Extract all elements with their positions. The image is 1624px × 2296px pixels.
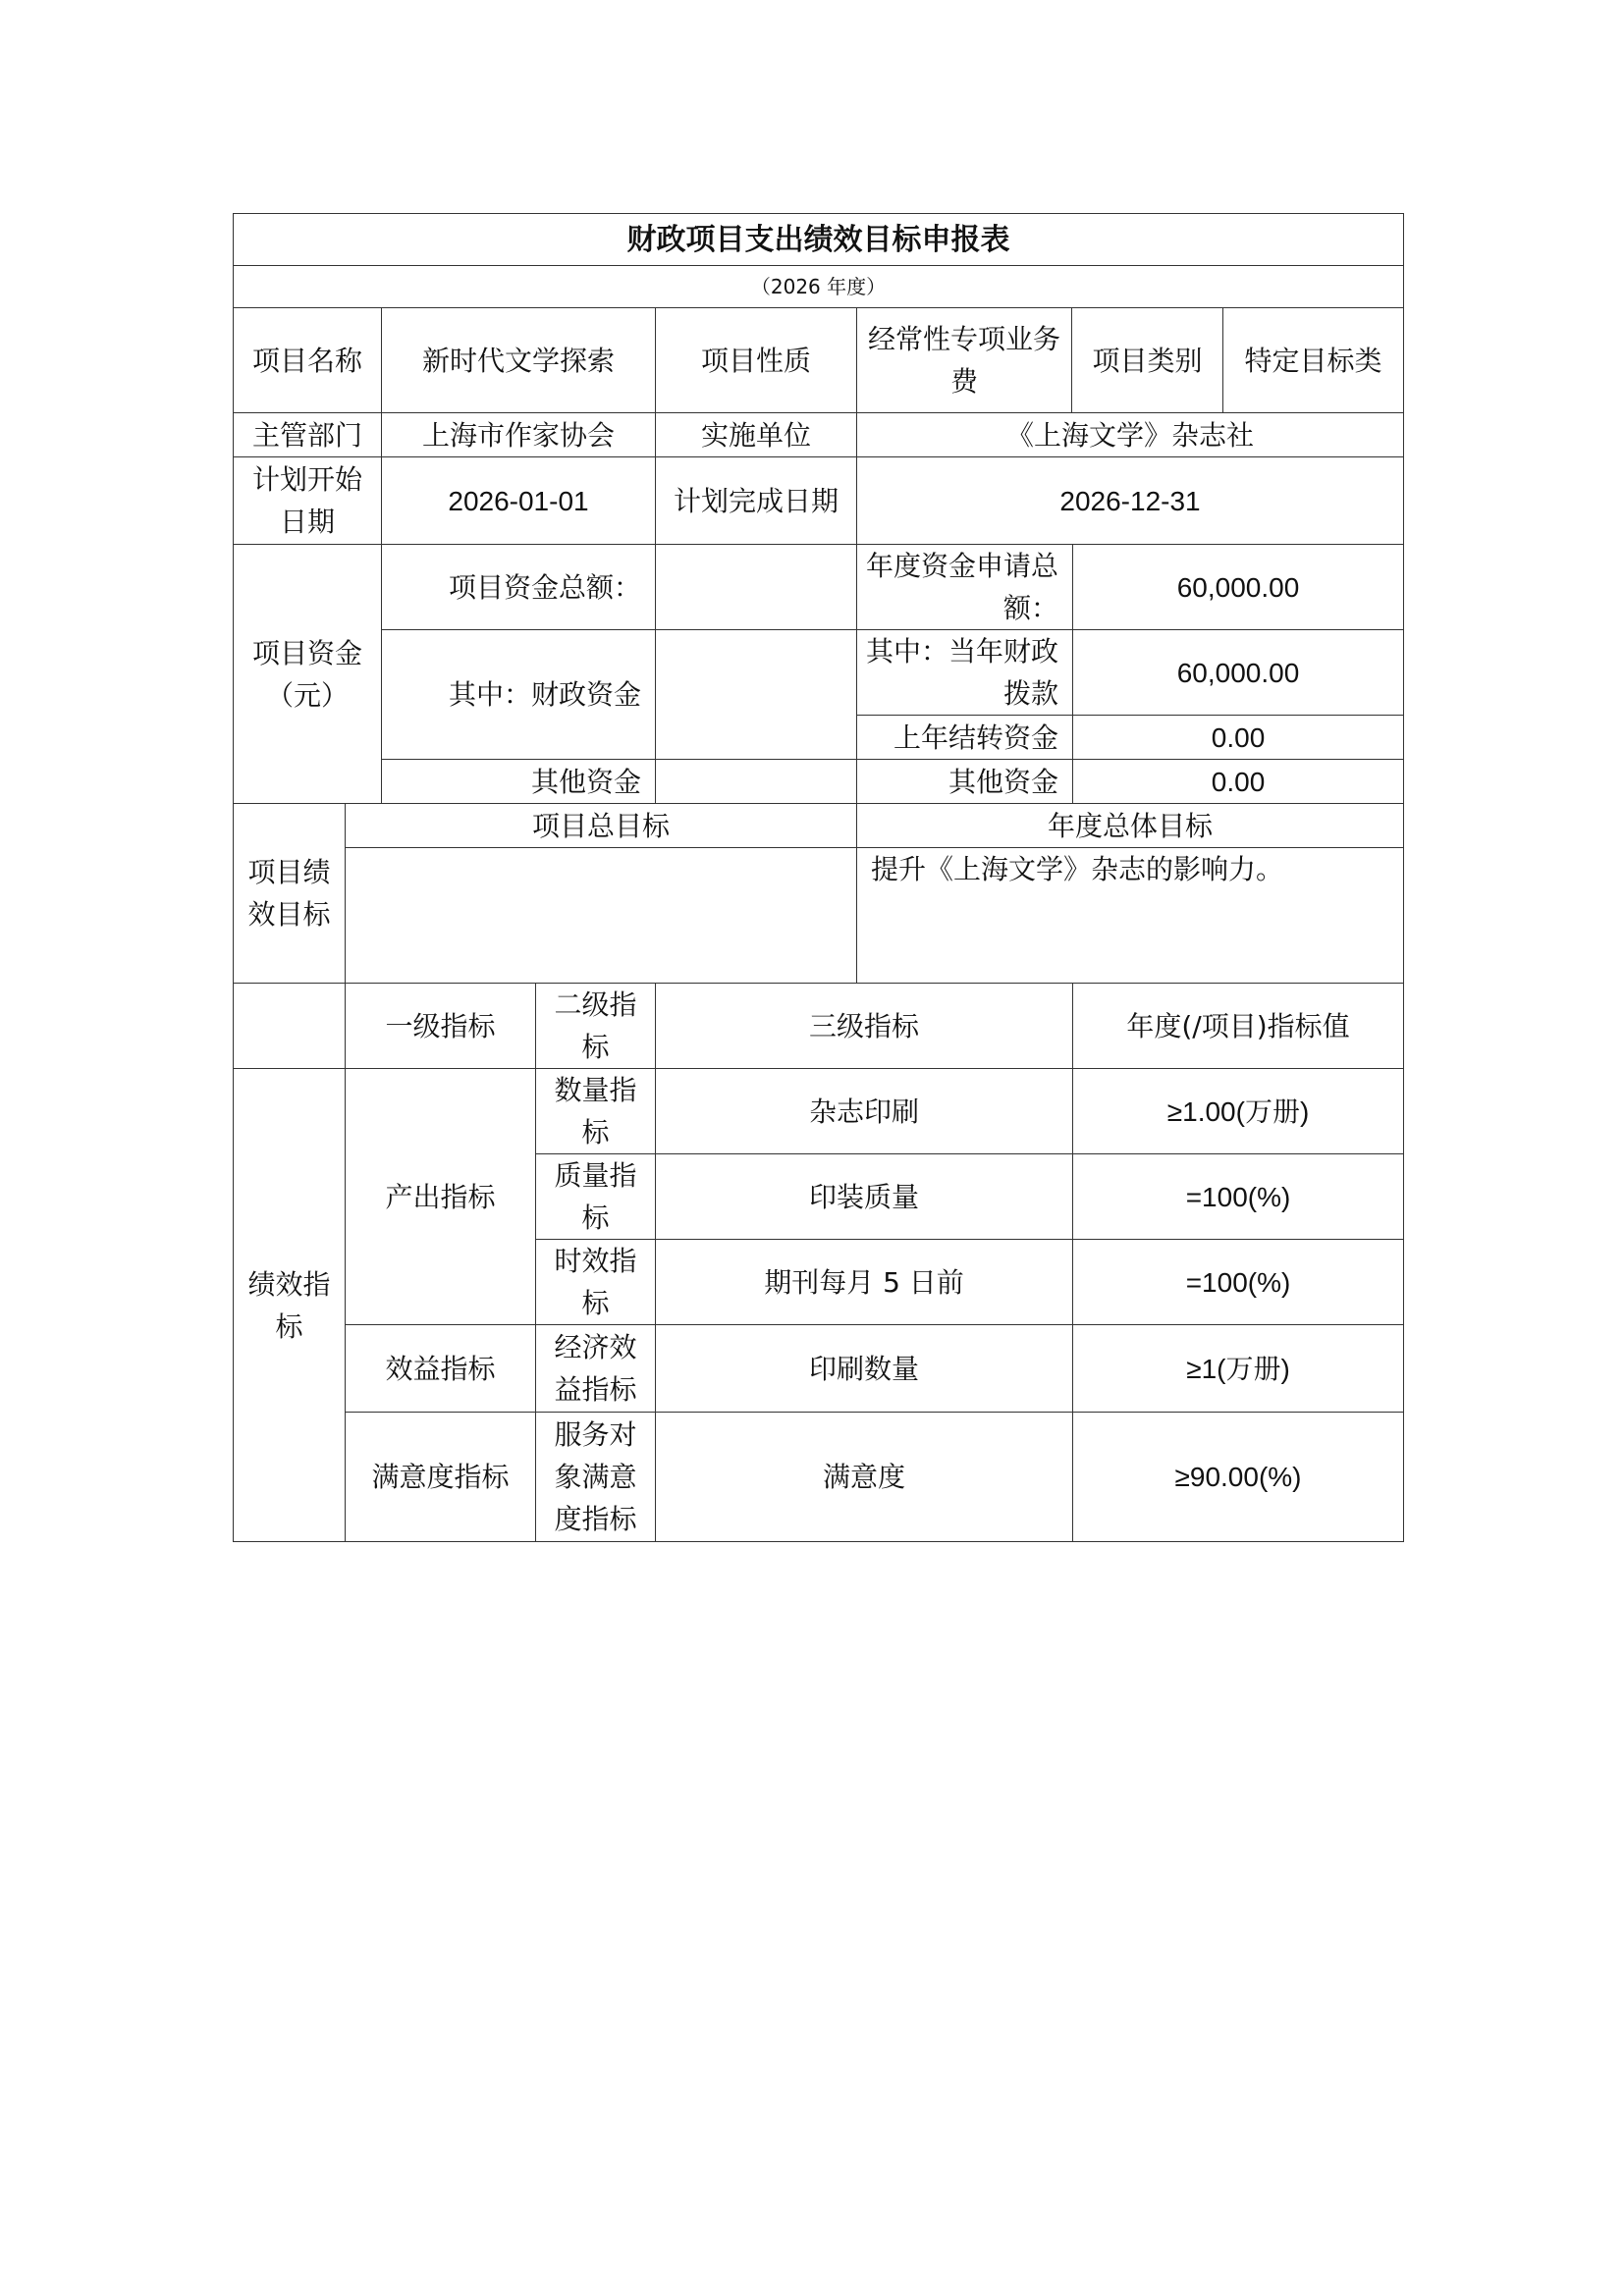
indicator-level2: 时效指标 bbox=[536, 1240, 656, 1325]
funds-other-value bbox=[656, 760, 857, 804]
annual-other-label: 其他资金 bbox=[857, 760, 1073, 804]
project-nature-value: 经常性专项业务费 bbox=[857, 308, 1072, 413]
funds-fiscal-value bbox=[656, 630, 857, 760]
project-funds-label: 项目资金（元） bbox=[234, 545, 382, 804]
performance-target-table bbox=[233, 213, 1404, 1542]
funds-other-label: 其他资金 bbox=[382, 760, 656, 804]
end-date-label: 计划完成日期 bbox=[656, 457, 857, 545]
start-date-value: 2026-01-01 bbox=[382, 457, 656, 545]
form-title: 财政项目支出绩效目标申报表 bbox=[234, 214, 1404, 266]
annual-goal-label: 年度总体目标 bbox=[857, 804, 1404, 848]
indicator-value: =100(%) bbox=[1073, 1240, 1404, 1325]
supervising-dept-value: 上海市作家协会 bbox=[382, 413, 656, 457]
indicator-value: ≥1.00(万册) bbox=[1073, 1069, 1404, 1154]
header-level1: 一级指标 bbox=[346, 984, 536, 1069]
project-nature-label: 项目性质 bbox=[656, 308, 857, 413]
supervising-dept-label: 主管部门 bbox=[234, 413, 382, 457]
project-name-label: 项目名称 bbox=[234, 308, 382, 413]
carryover-value: 0.00 bbox=[1073, 716, 1404, 760]
indicator-level2: 服务对象满意度指标 bbox=[536, 1413, 656, 1542]
indicator-value: ≥1(万册) bbox=[1073, 1325, 1404, 1413]
form-year: （2026 年度） bbox=[234, 266, 1404, 308]
annual-total-label: 年度资金申请总额： bbox=[857, 545, 1073, 630]
current-fiscal-label: 其中：当年财政拨款 bbox=[857, 630, 1073, 716]
annual-goal-value: 提升《上海文学》杂志的影响力。 bbox=[857, 848, 1404, 984]
header-value: 年度(/项目)指标值 bbox=[1073, 984, 1404, 1069]
implementing-unit-label: 实施单位 bbox=[656, 413, 857, 457]
indicator-level2: 数量指标 bbox=[536, 1069, 656, 1154]
header-level2: 二级指标 bbox=[536, 984, 656, 1069]
benefit-indicator-label: 效益指标 bbox=[346, 1325, 536, 1413]
project-name-value: 新时代文学探索 bbox=[382, 308, 656, 413]
annual-total-value: 60,000.00 bbox=[1073, 545, 1404, 630]
output-indicator-label: 产出指标 bbox=[346, 1069, 536, 1325]
performance-goals-label: 项目绩效目标 bbox=[234, 804, 346, 984]
start-date-label: 计划开始日期 bbox=[234, 457, 382, 545]
performance-indicators-label: 绩效指标 bbox=[234, 1069, 346, 1542]
current-fiscal-value: 60,000.00 bbox=[1073, 630, 1404, 716]
project-category-label: 项目类别 bbox=[1072, 308, 1223, 413]
implementing-unit-value: 《上海文学》杂志社 bbox=[857, 413, 1404, 457]
indicator-level3: 期刊每月 5 日前 bbox=[656, 1240, 1073, 1325]
end-date-value: 2026-12-31 bbox=[857, 457, 1404, 545]
indicator-level2: 经济效益指标 bbox=[536, 1325, 656, 1413]
funds-total-value bbox=[656, 545, 857, 630]
indicator-level3: 印装质量 bbox=[656, 1154, 1073, 1240]
funds-fiscal-label: 其中：财政资金 bbox=[382, 630, 656, 760]
project-category-value: 特定目标类 bbox=[1223, 308, 1404, 413]
indicator-level2: 质量指标 bbox=[536, 1154, 656, 1240]
indicator-level3: 满意度 bbox=[656, 1413, 1073, 1542]
indicator-header-blank bbox=[234, 984, 346, 1069]
indicator-value: =100(%) bbox=[1073, 1154, 1404, 1240]
carryover-label: 上年结转资金 bbox=[857, 716, 1073, 760]
satisfaction-indicator-label: 满意度指标 bbox=[346, 1413, 536, 1542]
annual-other-value: 0.00 bbox=[1073, 760, 1404, 804]
indicator-level3: 印刷数量 bbox=[656, 1325, 1073, 1413]
overall-goal-value bbox=[346, 848, 857, 984]
header-level3: 三级指标 bbox=[656, 984, 1073, 1069]
funds-total-label: 项目资金总额： bbox=[382, 545, 656, 630]
overall-goal-label: 项目总目标 bbox=[346, 804, 857, 848]
indicator-value: ≥90.00(%) bbox=[1073, 1413, 1404, 1542]
indicator-level3: 杂志印刷 bbox=[656, 1069, 1073, 1154]
